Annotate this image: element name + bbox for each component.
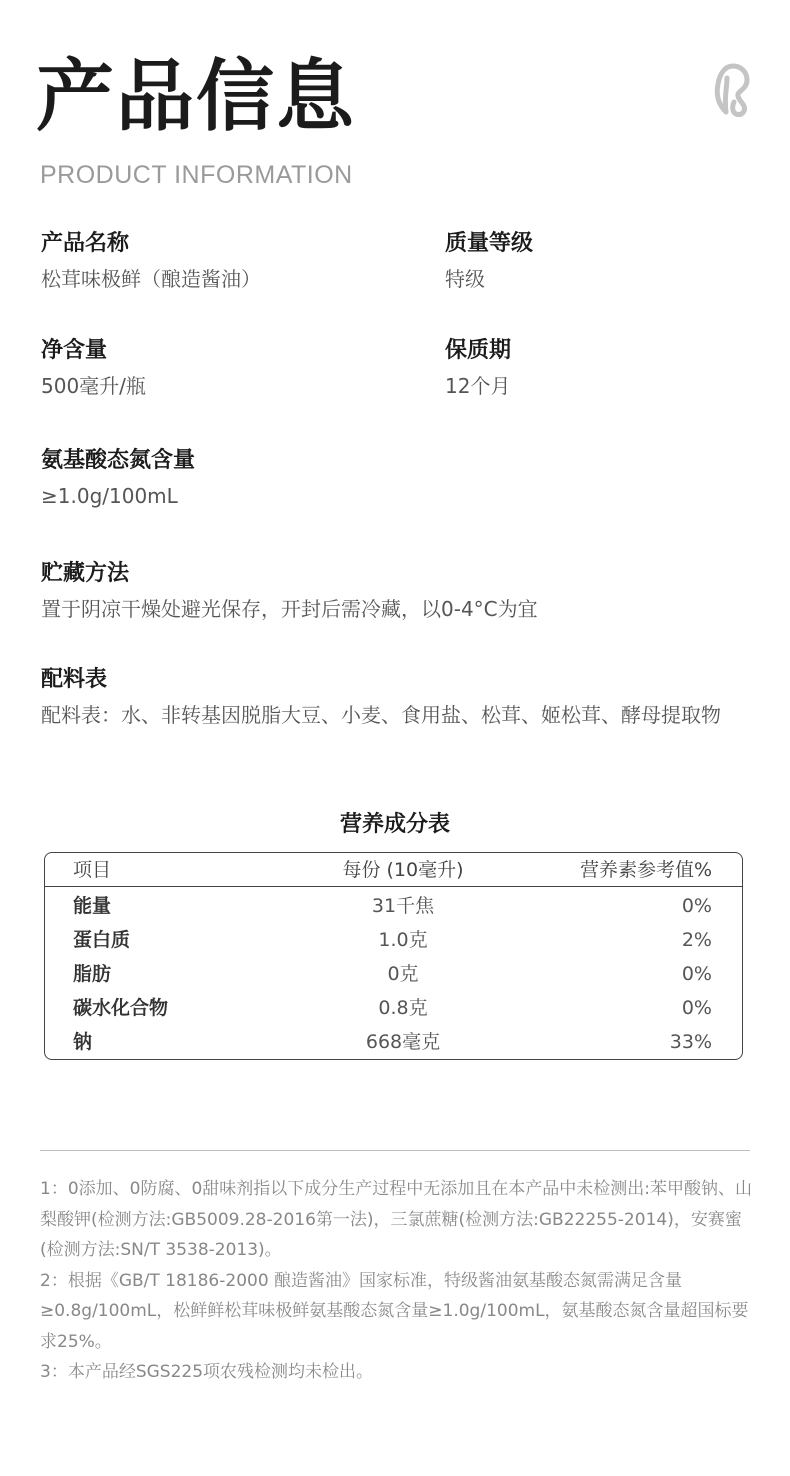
field-value: 500毫升/瓶: [41, 374, 146, 398]
header-nrv: 营养素参考值%: [579, 859, 712, 881]
row-per-serving: 0.8克: [378, 997, 428, 1019]
field-label: 保质期: [445, 338, 512, 363]
row-per-serving: 1.0克: [378, 929, 428, 951]
field-value: 配料表：水、非转基因脱脂大豆、小麦、食用盐、松茸、姬松茸、酵母提取物: [41, 703, 721, 727]
footnote: 1：0添加、0防腐、0甜味剂指以下成分生产过程中无添加且在本产品中未检测出:苯甲酸钠、山梨酸钾(检测方法:GB5009.28-2016第一法)，三氯蔗糖(检测方法:GB22255-2014)，安赛蜜(检测方法:SN/T 3538-2013)。: [40, 1179, 752, 1260]
field-value: 松茸味极鲜（酿造酱油）: [41, 267, 261, 291]
row-nrv: 0%: [681, 997, 712, 1019]
nutrition-header-row: [45, 853, 742, 887]
footnote: 2：根据《GB/T 18186-2000 酿造酱油》国家标准，特级酱油氨基酸态氮需满足含量≥0.8g/100mL，松鲜鲜松茸味极鲜氨基酸态氮含量≥1.0g/100mL，氨基酸态氮含量超国标要求25%。: [40, 1270, 749, 1352]
page-subtitle: PRODUCT INFORMATION: [40, 161, 353, 189]
field-grade: [445, 229, 533, 295]
brand-logo-icon: [712, 60, 754, 120]
row-nrv: 0%: [681, 963, 712, 985]
row-item: 碳水化合物: [73, 997, 169, 1019]
field-value: 特级: [445, 267, 485, 291]
nutrition-table: [44, 852, 743, 1060]
field-shelf-life: [445, 336, 511, 402]
field-label: 氨基酸态氮含量: [41, 448, 196, 473]
nutrition-title: 营养成分表: [339, 812, 450, 837]
field-value: 置于阴凉干燥处避光保存，开封后需冷藏，以0-4°C为宜: [41, 597, 538, 621]
row-item: 能量: [73, 895, 112, 917]
page-title: 产品信息: [36, 52, 357, 142]
row-nrv: 0%: [681, 895, 712, 917]
table-row: [45, 923, 742, 957]
table-row: [45, 889, 742, 923]
divider: [40, 1150, 750, 1151]
field-storage: [41, 559, 538, 625]
field-label: 贮藏方法: [41, 561, 130, 586]
row-item: 钠: [73, 1031, 93, 1053]
table-row: [45, 991, 742, 1025]
field-label: 配料表: [41, 667, 108, 692]
footnotes: [40, 1174, 752, 1388]
row-per-serving: 0克: [387, 963, 419, 985]
header-per-serving: 每份 (10毫升): [342, 859, 464, 881]
field-value: 12个月: [445, 374, 511, 398]
field-product-name: [41, 229, 261, 295]
field-label: 净含量: [41, 338, 108, 363]
table-row: [45, 1025, 742, 1059]
footnote: 3：本产品经SGS225项农残检测均未检出。: [40, 1362, 374, 1382]
table-row: [45, 957, 742, 991]
row-nrv: 33%: [669, 1031, 712, 1053]
field-value: ≥1.0g/100mL: [41, 484, 178, 508]
row-nrv: 2%: [681, 929, 712, 951]
header-item: 项目: [73, 859, 112, 881]
row-per-serving: 668毫克: [365, 1031, 441, 1053]
field-ingredients: [41, 665, 753, 731]
row-item: 蛋白质: [73, 929, 131, 951]
field-label: 产品名称: [41, 231, 130, 256]
field-amino-nitrogen: [41, 446, 195, 512]
field-label: 质量等级: [445, 231, 534, 256]
row-item: 脂肪: [73, 963, 112, 985]
row-per-serving: 31千焦: [371, 895, 435, 917]
field-net-content: [41, 336, 146, 402]
